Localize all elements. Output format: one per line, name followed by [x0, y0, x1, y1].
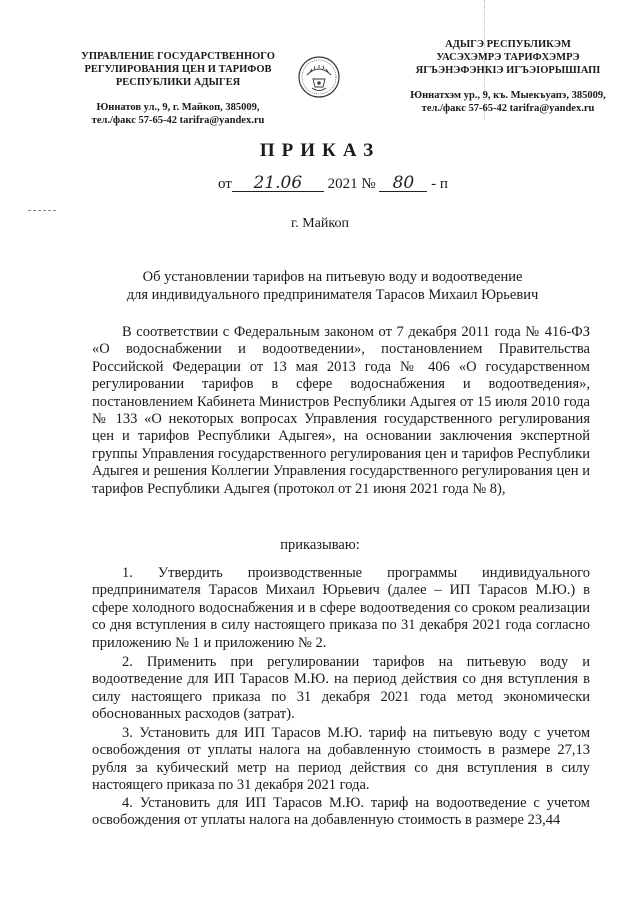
subject-line1: Об установлении тарифов на питьевую воду и водоотведение	[142, 269, 523, 285]
header-left-line1: УПРАВЛЕНИЕ ГОСУДАРСТВЕННОГО	[81, 51, 275, 62]
order-subject	[80, 268, 585, 304]
header-right-block	[388, 30, 628, 115]
header-left-contacts: тел./факс 57-65-42 tarifra@yandex.ru	[91, 115, 265, 126]
city-line: г. Майкоп	[291, 216, 349, 231]
header-right-address: Юннатхэм ур., 9, къ. Мыекъуапэ, 385009,	[410, 90, 606, 101]
header-right-line2: УАСЭХЭМРЭ ТАРИФХЭМРЭ	[436, 52, 580, 63]
coat-of-arms-emblem	[297, 55, 341, 99]
order-item: 4. Установить для ИП Тарасов М.Ю. тариф на водоотведение с учетом освобождения от уплаты налога на добавленную стоимость в размере 23,44	[92, 795, 590, 829]
header-left-address: Юннатов ул., 9, г. Майкоп, 385009,	[96, 102, 260, 113]
header-left-block	[62, 50, 294, 127]
dateline-year: 2021	[327, 176, 358, 192]
order-directive: приказываю:	[280, 537, 360, 553]
header-right-line1: АДЫГЭ РЕСПУБЛИКЭМ	[445, 39, 571, 50]
order-dateline	[218, 173, 448, 193]
dateline-suffix: - п	[431, 176, 448, 192]
order-item: 1. Утвердить производственные программы индивидуального предпринимателя Тарасов Михаил Юрьевич (далее – ИП Тарасов М.Ю.) в сфере холодного водоснабжения и в сфере водоотведения со сроком реализации со дня вступления в силу настоящего приказа по 31 декабря 2021 года согласно приложению № 1 и приложению № 2.	[92, 565, 590, 651]
dateline-prefix: от	[218, 176, 232, 192]
preamble-paragraph: В соответствии с Федеральным законом от 7 декабря 2011 года № 416-ФЗ «О водоснабжении и водоотведении», постановлением Правительства Российской Федерации от 13 мая 2013 года № 406 «О государственном регулировании тарифов в сфере водоснабжения и водоотведения», постановлением Кабинета Министров Республики Адыгея от 15 июля 2010 года № 133 «О некоторых вопросах Управления государственного регулирования цен и тарифов Республики Адыгея», на основании заключения экспертной группы Управления государственного регулирования цен и тарифов Республики Адыгея и решения Коллегии Управления государственного регулирования цен и тарифов Республики Адыгея (протокол от 21 июня 2021 года № 8),	[92, 324, 590, 497]
header-right-contacts: тел./факс 57-65-42 tarifra@yandex.ru	[421, 103, 595, 114]
order-item: 3. Установить для ИП Тарасов М.Ю. тариф на питьевую воду с учетом освобождения от уплаты налога на добавленную стоимость в размере 27,13 рубля за кубический метр на период действия со дня вступления в силу настоящего приказа по 31 декабря 2021 года.	[92, 725, 590, 794]
subject-line2: для индивидуального предпринимателя Тарасов Михаил Юрьевич	[126, 287, 539, 303]
order-item: 2. Применить при регулировании тарифов на питьевую воду и водоотведение для ИП Тарасов М.Ю. на период действия со дня вступления в силу настоящего приказа по 31 декабря 2021 года метод экономически обоснованных расходов (затрат).	[92, 654, 590, 723]
header-left-line3: РЕСПУБЛИКИ АДЫГЕЯ	[115, 77, 241, 88]
document-title: ПРИКАЗ	[259, 140, 381, 161]
scan-artifact-mark	[28, 210, 56, 211]
handwritten-date: 21.06	[232, 176, 324, 192]
handwritten-number: 80	[379, 176, 427, 192]
header-right-line3: ЯГЪЭНЭФЭНКІЭ ИГЪЭІОРЫШІАПІ	[415, 65, 601, 76]
header-left-line2: РЕГУЛИРОВАНИЯ ЦЕН И ТАРИФОВ	[84, 64, 272, 75]
dateline-number-sign: №	[361, 176, 376, 192]
